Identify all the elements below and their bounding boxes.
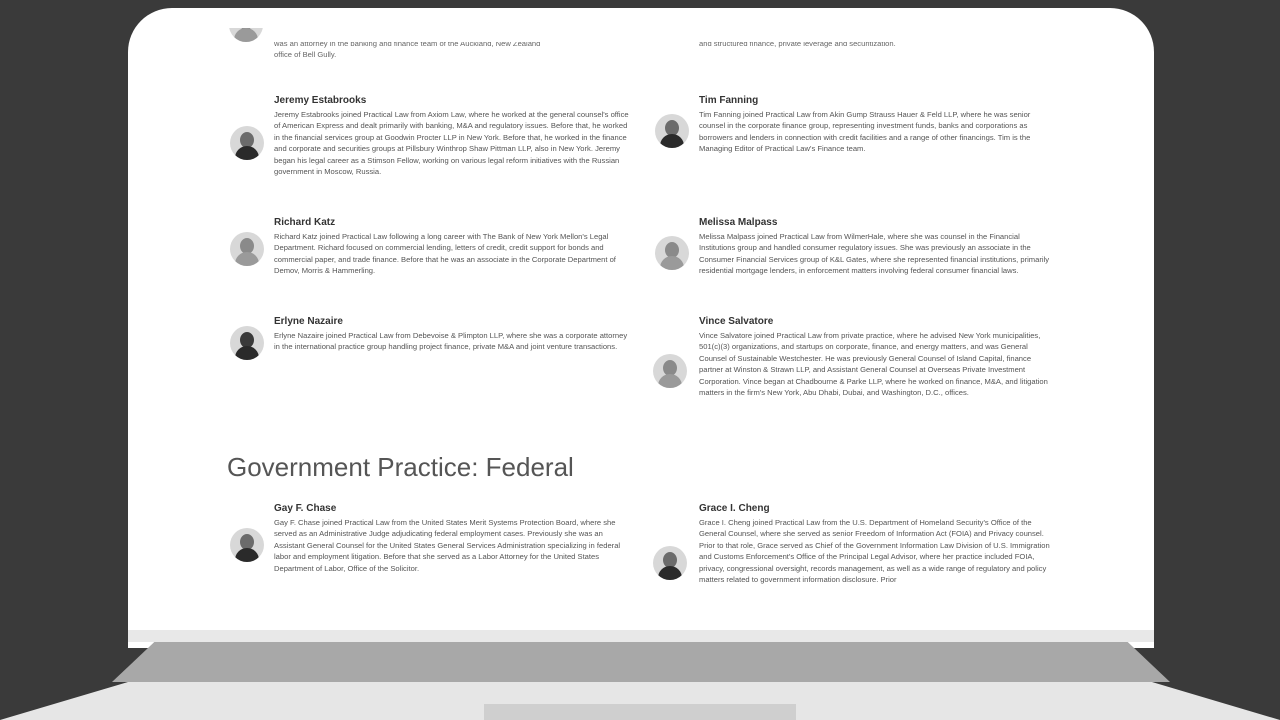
profile-bio: Vince Salvatore joined Practical Law from private practice, where he advised New York municipalities, 501(c)(3) organizations, and startups on corporate, finance, and energy matters, and was General Counsel of Sustainable Westchester. He was previously General Counsel of Island Capital, finance partner at Winston & Strawn LLP, and Assistant General Counsel at Overseas Private Investment Corporation. Vince began at Chadbourne & Parke LLP, where he worked on finance, M&A, and litigation matters in the firm's New York, Abu Dhabi, Dubai, and Washington, D.C., offices. <box>699 331 1048 398</box>
laptop-deck <box>128 630 1154 642</box>
avatar <box>653 546 687 580</box>
profile-bio: Grace I. Cheng joined Practical Law from the U.S. Department of Homeland Security's Office of the General Counsel, where she served as senior Freedom of Information Act (FOIA) and Privacy counsel. Prior to that role, Grace served as Chief of the Government Information Law Division of U.S. Immigration and Customs Enforcement's Office of the Principal Legal Advisor, where her practice included FOIA, privacy, congressional oversight, records management, as well as a wide range of regulatory and policy matters related to government information disclosure. Prior <box>699 518 1050 585</box>
profile-name: Gay F. Chase <box>274 503 337 514</box>
truncated-bio-left: was an attorney in the banking and finance team of the Auckland, New Zealand office of Bell Gully. <box>274 42 541 59</box>
avatar <box>653 354 687 388</box>
profile-bio: Richard Katz joined Practical Law following a long career with The Bank of New York Mellon's Legal Department. Richard focused on commercial lending, letters of credit, credit support for bonds and commercial paper, and trade finance. Before that he was an associate in the Corporate Department of Demov, Morris & Hammerling. <box>274 232 616 276</box>
profile-name: Tim Fanning <box>699 95 759 106</box>
avatar <box>229 28 263 42</box>
laptop-trackpad <box>484 704 796 720</box>
laptop-keyboard <box>112 642 1170 682</box>
avatar <box>655 236 689 270</box>
profile-bio: Erlyne Nazaire joined Practical Law from Debevoise & Plimpton LLP, where she was a corporate attorney in the international practice group handling project finance, private M&A and joint venture transactions. <box>274 331 628 352</box>
avatar <box>230 126 264 160</box>
avatar <box>230 232 264 266</box>
profile-bio: Melissa Malpass joined Practical Law from WilmerHale, where she was counsel in the Financial Institutions group and handled consumer regulatory issues. She was previously an associate in the Consumer Financial Services group of K&L Gates, where she represented financial institutions, primarily residential mortgage lenders, in enforcement matters involving federal consumer financial laws. <box>699 232 1050 276</box>
profile-name: Vince Salvatore <box>699 316 774 327</box>
profile-bio: Gay F. Chase joined Practical Law from the United States Merit Systems Protection Board, where she served as an Administrative Judge adjudicating federal employment cases. Previously she was an Assistant General Counsel for the United States General Services Administration specializing in federal labor and employment litigation. Before that she served as a Labor Attorney for the United States Department of Labor, Office of the Solicitor. <box>274 518 621 573</box>
profile-name: Melissa Malpass <box>699 217 778 228</box>
browser-viewport <box>148 28 1134 592</box>
profile-name: Erlyne Nazaire <box>274 316 343 327</box>
profile-name: Jeremy Estabrooks <box>274 95 367 106</box>
avatar <box>230 528 264 562</box>
profile-bio: Jeremy Estabrooks joined Practical Law from Axiom Law, where he worked at the general counsel's office of American Express and dealt primarily with banking, M&A and regulatory issues. Before that, he worked in the financial services group at Goodwin Procter LLP in New York. Before that, he worked in the finance and corporate and securities groups at Pillsbury Winthrop Shaw Pittman LLP, also in New York. Jeremy began his legal career as a Stimson Fellow, working on various legal reform initiatives with the Russian government in Moscow, Russia. <box>274 110 629 177</box>
avatar <box>655 114 689 148</box>
profile-name: Grace I. Cheng <box>699 503 770 514</box>
truncated-bio-right: and structured finance, private leverage and securitization. <box>699 42 896 48</box>
profile-bio: Tim Fanning joined Practical Law from Akin Gump Strauss Hauer & Feld LLP, where he was senior counsel in the corporate finance group, representing investment funds, banks and corporations as borrowers and lenders in connection with credit facilities and a range of other financings. Tim is the Managing Editor of Practical Law's Finance team. <box>699 110 1031 154</box>
profile-name: Richard Katz <box>274 217 336 228</box>
section-heading: Government Practice: Federal <box>227 452 574 482</box>
avatar <box>230 326 264 360</box>
